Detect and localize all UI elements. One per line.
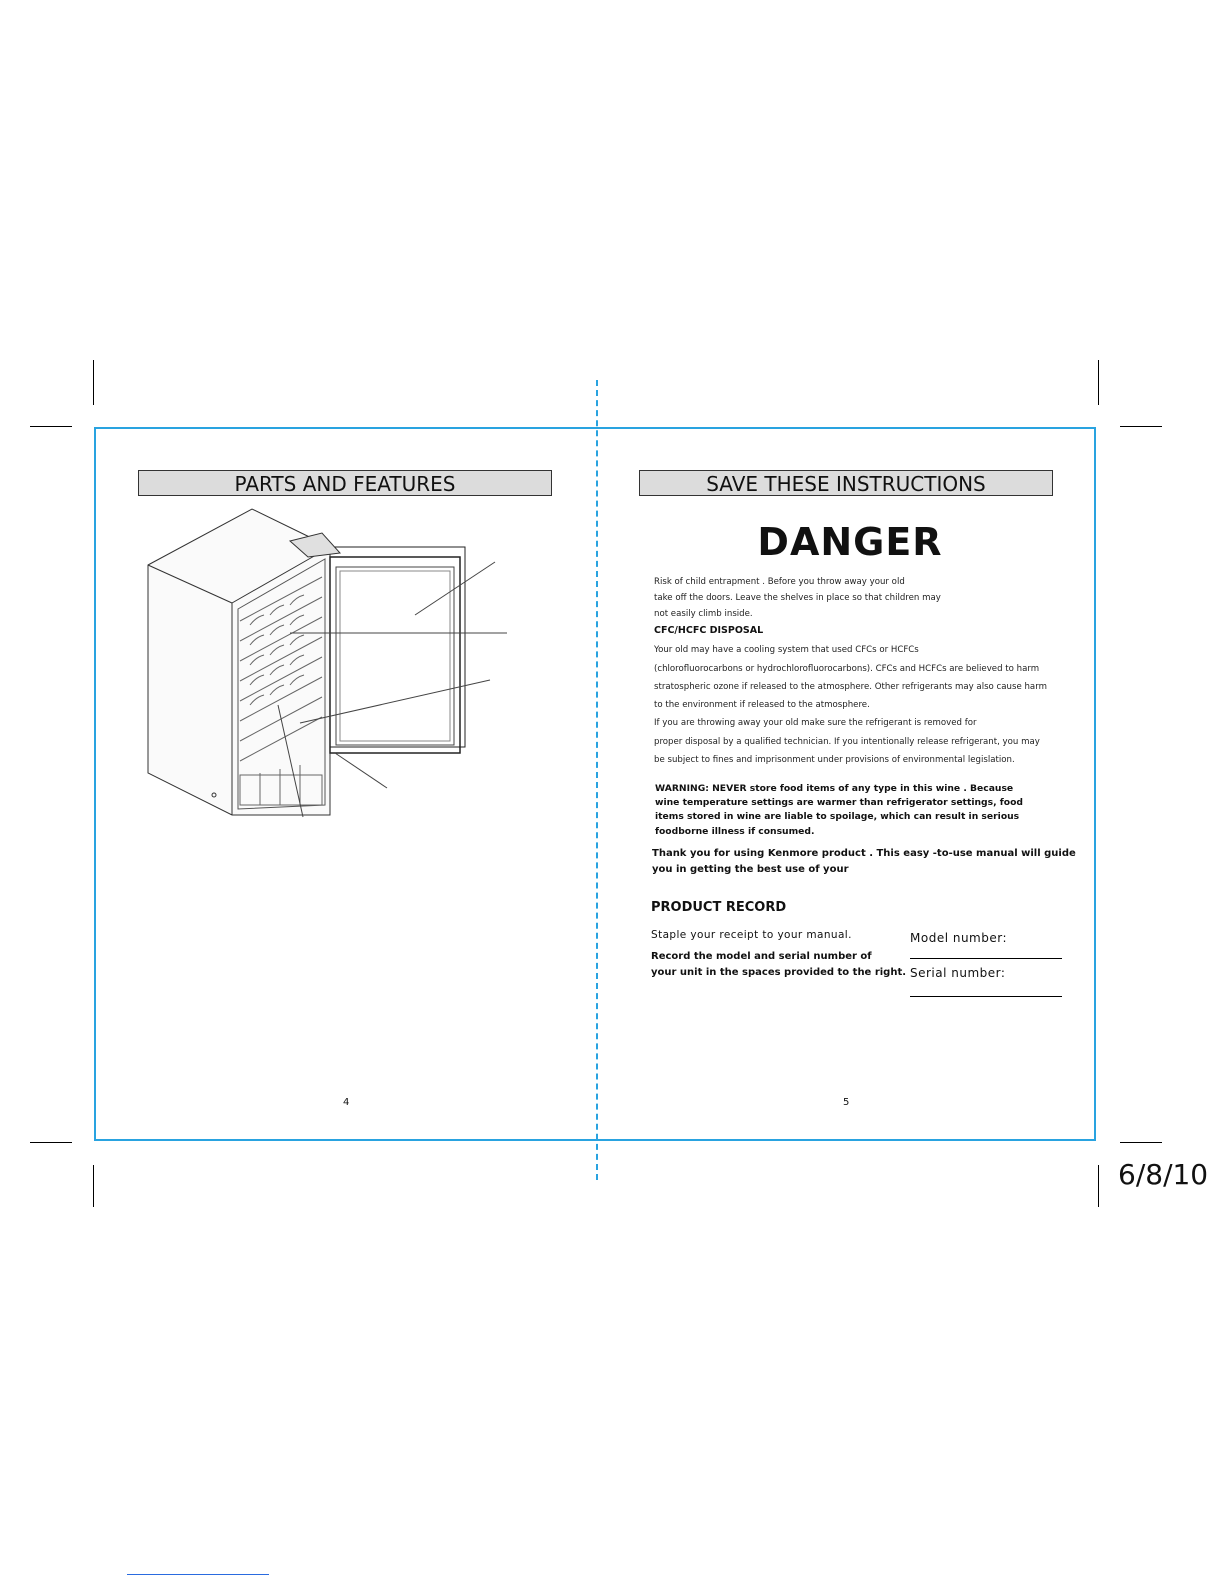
crop-mark xyxy=(93,360,94,405)
cfc-heading: CFC/HCFC DISPOSAL xyxy=(654,625,764,636)
parts-features-header: PARTS AND FEATURES xyxy=(138,470,552,496)
serial-number-field[interactable] xyxy=(910,996,1062,997)
thank-you-line: you in getting the best use of your xyxy=(652,864,849,875)
danger-line: Risk of child entrapment . Before you throw away your old xyxy=(654,577,905,587)
record-line: Record the model and serial number of xyxy=(651,951,872,962)
crop-mark xyxy=(30,1142,72,1143)
staple-instruction: Staple your receipt to your manual. xyxy=(651,929,852,941)
page-number-left: 4 xyxy=(343,1097,350,1108)
danger-line: not easily climb inside. xyxy=(654,609,753,619)
crop-mark xyxy=(30,426,72,427)
cfc-line: (chlorofluorocarbons or hydrochlorofluorocarbons). CFCs and HCFCs are believed to harm xyxy=(654,664,1040,674)
save-instructions-header: SAVE THESE INSTRUCTIONS xyxy=(639,470,1053,496)
cfc-line: proper disposal by a qualified technician. If you intentionally release refrigerant, you may xyxy=(654,737,1040,747)
cfc-line: Your old may have a cooling system that used CFCs or HCFCs xyxy=(654,645,919,655)
crop-mark xyxy=(1120,1142,1162,1143)
crop-mark xyxy=(93,1165,94,1207)
cfc-line: to the environment if released to the atmosphere. xyxy=(654,700,870,710)
crop-mark xyxy=(1098,1165,1099,1207)
danger-title: DANGER xyxy=(757,520,943,564)
warning-line: WARNING: NEVER store food items of any type in this wine . Because xyxy=(655,783,1014,794)
crop-mark xyxy=(1120,426,1162,427)
serial-number-label: Serial number: xyxy=(910,966,1006,980)
wine-cooler-illustration xyxy=(140,505,520,835)
warning-line: items stored in wine are liable to spoilage, which can result in serious xyxy=(655,811,1020,822)
date-stamp: 6/8/10 xyxy=(1118,1158,1209,1191)
warning-line: wine temperature settings are warmer than refrigerator settings, food xyxy=(655,797,1023,808)
cfc-line: If you are throwing away your old make sure the refrigerant is removed for xyxy=(654,718,977,728)
product-record-heading: PRODUCT RECORD xyxy=(651,900,787,915)
warning-line: foodborne illness if consumed. xyxy=(655,826,815,837)
model-number-label: Model number: xyxy=(910,931,1008,945)
danger-line: take off the doors. Leave the shelves in place so that children may xyxy=(654,593,941,603)
model-number-field[interactable] xyxy=(910,958,1062,959)
crop-mark xyxy=(1098,360,1099,405)
cfc-line: stratospheric ozone if released to the atmosphere. Other refrigerants may also cause harm xyxy=(654,682,1047,692)
thank-you-line: Thank you for using Kenmore product . This easy -to-use manual will guide xyxy=(652,848,1076,859)
record-line: your unit in the spaces provided to the right. xyxy=(651,967,907,978)
cfc-line: be subject to fines and imprisonment under provisions of environmental legislation. xyxy=(654,755,1015,765)
page-number-right: 5 xyxy=(843,1097,850,1108)
link-underline xyxy=(127,1574,269,1575)
